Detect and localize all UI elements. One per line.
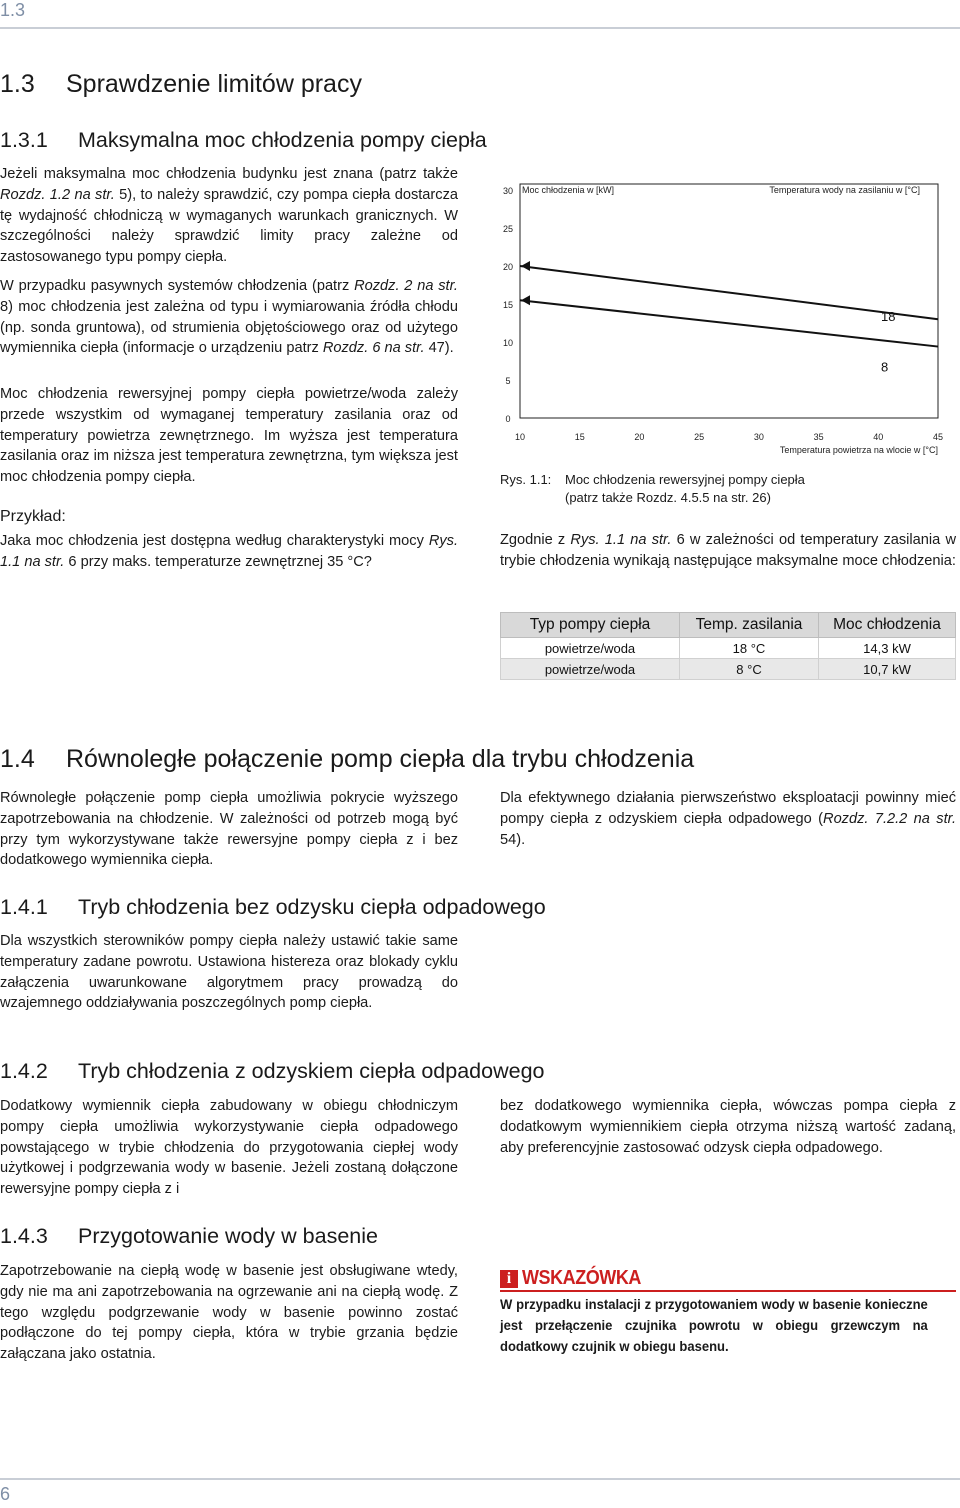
x-axis-title: Temperatura powietrza na wlocie w [°C] xyxy=(779,445,938,455)
figure-caption-line1: Moc chłodzenia rewersyjnej pompy ciepła xyxy=(565,472,805,487)
y-tick-label: 25 xyxy=(502,224,514,234)
y-tick-label: 20 xyxy=(502,262,514,272)
section-number: 1.4.2 xyxy=(0,1059,48,1083)
paragraph: Jeżeli maksymalna moc chłodzenia budynku jest znana (patrz także Rozdz. 1.2 na str. 5), to należy sprawdzić, czy pompa ciepła dostarcza tę wydajność chłodniczą w wymaganych warunkach granicznych. W szczególności należy sprawdzić limity pracy zależne od zastosowanego typu pompy ciepła. xyxy=(0,166,458,266)
y-axis-title: Moc chłodzenia w [kW] xyxy=(522,185,615,195)
axis-arrow-marker xyxy=(521,295,530,305)
table-cell: powietrze/woda xyxy=(501,659,680,680)
section-title: Sprawdzenie limitów pracy xyxy=(66,70,362,98)
figure-label: Rys. 1.1: xyxy=(500,472,552,487)
example-title: Przykład: xyxy=(0,508,66,525)
section-title: Przygotowanie wody w basenie xyxy=(78,1224,378,1248)
section-number: 1.3.1 xyxy=(0,128,48,152)
series-line xyxy=(520,300,938,346)
table-cell: 18 °C xyxy=(680,638,819,659)
x-tick-label: 25 xyxy=(694,432,705,442)
section-title: Tryb chłodzenia bez odzysku ciepła odpadowego xyxy=(78,895,546,919)
section-number: 1.4.1 xyxy=(0,895,48,919)
y-tick-label: 0 xyxy=(505,414,511,424)
section-heading-1-3-1 xyxy=(0,128,487,153)
section-number: 1.4.3 xyxy=(0,1224,48,1248)
hint-text: W przypadku instalacji z przygotowaniem wody w basenie konieczne jest przełączenie czujnika powrotu w obiegu grzewczym na dodatkowy czujnik w obiegu basenu. xyxy=(500,1296,928,1354)
running-header: 1.3 xyxy=(0,0,26,20)
x-tick-label: 40 xyxy=(873,432,884,442)
paragraph: Zapotrzebowanie na ciepłą wodę w basenie jest obsługiwane wtedy, gdy nie ma ani zapotrzebowania na ogrzewanie ani na ciepłą wodę. Z tego względu podgrzewanie wody w basenie powinno zostać podłączone do tej pompy ciepła, która w trybie grzania będzie załączana jako ostatnia. xyxy=(0,1263,458,1363)
series-label: 18 xyxy=(881,309,896,325)
page-number: 6 xyxy=(0,1484,11,1504)
header-rule xyxy=(0,27,960,29)
paragraph: Dla wszystkich sterowników pompy ciepła należy ustawić takie same temperatury zadane powrotu. Ustawiona histereza oraz blokady cyklu załączenia uwarunkowane algorytmem pracy prowadzą do wzajemnego oddziaływania poszczególnych pomp ciepła. xyxy=(0,933,458,1012)
section-heading-1-3 xyxy=(0,70,362,99)
axis-arrow-marker xyxy=(521,261,530,271)
paragraph: W przypadku pasywnych systemów chłodzenia (patrz Rozdz. 2 na str. 8) moc chłodzenia jest zależna od typu i wymiarowania źródła chłodu (np. sonda gruntowa), od strumienia objętościowego oraz od użytego wymiennika ciepła (informacje o urządzeniu patrz Rozdz. 6 na str. 47). xyxy=(0,278,458,357)
paragraph: Moc chłodzenia rewersyjnej pompy ciepła powietrze/woda zależy przede wszystkim od wymaganej temperatury zasilania oraz od temperatury powietrza zewnętrznego. Im wyższa jest temperatura zasilania oraz im niższa jest temperatura zewnętrzna, tym większa jest moc chłodzenia pompy ciepła. xyxy=(0,386,458,486)
section-number: 1.3 xyxy=(0,70,35,98)
table-cell: 8 °C xyxy=(680,659,819,680)
paragraph: Dodatkowy wymiennik ciepła zabudowany w obiegu chłodniczym pompy ciepła umożliwia wykorzystywanie ciepła odpadowego powstającego w trybie chłodzenia do przygotowania ciepłej wody użytkowej i podgrzewania wody w basenie. Jeżeli zostaną dołączone rewersyjne pompy ciepła z i xyxy=(0,1098,458,1198)
y-tick-label: 30 xyxy=(502,186,514,196)
paragraph: Jaka moc chłodzenia jest dostępna według charakterystyki mocy Rys. 1.1 na str. 6 przy maks. temperaturze zewnętrznej 35 °C? xyxy=(0,533,458,570)
section-number: 1.4 xyxy=(0,745,35,773)
cooling-capacity-chart xyxy=(498,168,960,458)
y-tick-label: 15 xyxy=(502,300,514,310)
plot-frame xyxy=(520,184,938,418)
section-heading-1-4-2 xyxy=(0,1059,545,1084)
y-tick-label: 10 xyxy=(502,338,514,348)
table-cell: 10,7 kW xyxy=(819,659,956,680)
series-label: 8 xyxy=(881,359,889,375)
series-line xyxy=(520,266,938,319)
section-heading-1-4 xyxy=(0,745,694,774)
hint-header xyxy=(500,1267,654,1290)
paragraph: Dla efektywnego działania pierwszeństwo eksploatacji powinny mieć pompy ciepła z odzyskiem ciepła odpadowego (Rozdz. 7.2.2 na str. 54). xyxy=(500,790,957,848)
table-row xyxy=(501,638,956,659)
x-tick-label: 30 xyxy=(753,432,764,442)
section-title: Maksymalna moc chłodzenia pompy ciepła xyxy=(78,128,487,152)
section-heading-1-4-3 xyxy=(0,1224,378,1249)
table-cell: powietrze/woda xyxy=(501,638,680,659)
table-header-row xyxy=(501,613,956,638)
paragraph: Równoległe połączenie pomp ciepła umożliwia pokrycie wyższego zapotrzebowania na chłodzenie. W zależności od potrzeb mogą być przy tym wykorzystywane także rewersyjne pompy ciepła z i bez dodatkowego wymiennika ciepła. xyxy=(0,790,458,869)
paragraph: Zgodnie z Rys. 1.1 na str. 6 w zależności od temperatury zasilania w trybie chłodzenia wynikają następujące maksymalne moce chłodzenia: xyxy=(500,532,956,569)
section-title: Równoległe połączenie pomp ciepła dla trybu chłodzenia xyxy=(66,745,695,773)
y-tick-label: 5 xyxy=(505,376,511,386)
x-tick-label: 45 xyxy=(932,432,944,442)
table-row xyxy=(501,659,956,680)
hint-rule xyxy=(500,1290,956,1292)
x-tick-label: 15 xyxy=(574,432,585,442)
table-header: Temp. zasilania xyxy=(680,613,819,638)
hint-title: WSKAZÓWKA xyxy=(522,1267,641,1289)
table-header: Typ pompy ciepła xyxy=(501,613,680,638)
x-tick-label: 10 xyxy=(514,432,526,442)
table-header: Moc chłodzenia xyxy=(819,613,956,638)
paragraph: bez dodatkowego wymiennika ciepła, wówczas pompa ciepła z dodatkowym wymiennikiem ciepła otrzyma niższą wartość zadaną, aby preferencyjnie zastosować odzysk ciepła odpadowego. xyxy=(500,1098,956,1156)
info-icon: i xyxy=(500,1270,518,1288)
section-title: Tryb chłodzenia z odzyskiem ciepła odpadowego xyxy=(78,1059,545,1083)
x-tick-label: 20 xyxy=(634,432,645,442)
table-cell: 14,3 kW xyxy=(819,638,956,659)
legend-title: Temperatura wody na zasilaniu w [°C] xyxy=(769,185,920,195)
figure-caption-line2: (patrz także Rozdz. 4.5.5 na str. 26) xyxy=(565,490,771,505)
x-tick-label: 35 xyxy=(813,432,824,442)
section-heading-1-4-1 xyxy=(0,895,546,920)
capacity-table xyxy=(500,612,956,680)
footer-rule xyxy=(0,1478,960,1480)
